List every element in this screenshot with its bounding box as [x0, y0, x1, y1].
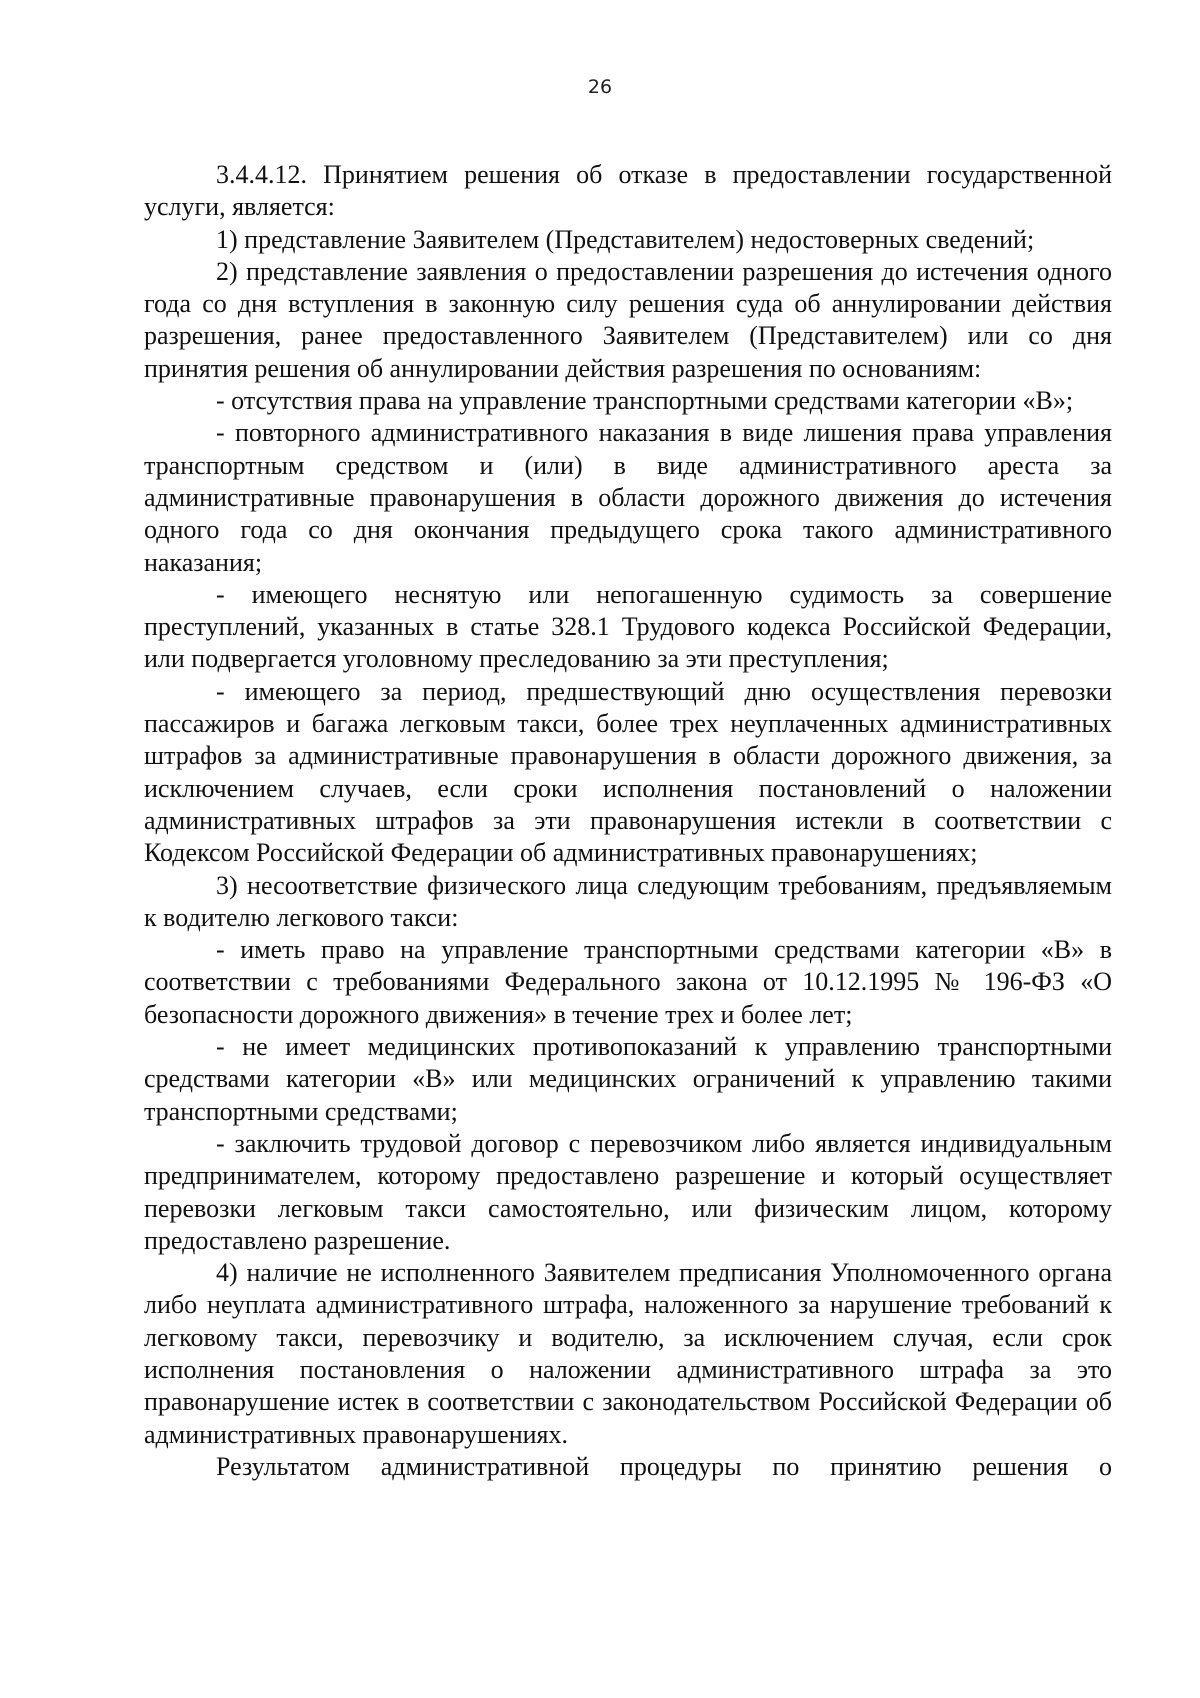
paragraph-clause-3-4-4-12: 3.4.4.12. Принятием решения об отказе в предоставлении государственной услуги, является:: [144, 160, 1112, 222]
paragraph-item-2-dash-1: - отсутствия права на управление транспортными средствами категории «В»;: [216, 386, 1074, 416]
document-body: [144, 159, 1112, 1483]
paragraph-item-3: 3) несоответствие физического лица следующим требованиям, предъявляемым к водителю легкового такси:: [144, 870, 1112, 932]
paragraph-item-4: 4) наличие не исполненного Заявителем предписания Уполномоченного органа либо неуплата административного штрафа, наложенного за нарушение требований к легковому такси, перевозчику и водителю, за исключением случая, если срок исполнения постановления о наложении административного штрафа за это правонарушение истек в соответствии с законодательством Российской Федерации об административных правонарушениях.: [144, 1258, 1112, 1449]
page-number: 26: [587, 76, 613, 98]
paragraph-item-3-dash-3: - заключить трудовой договор с перевозчиком либо является индивидуальным предпринимателем, которому предоставлено разрешение и который осуществляет перевозки легковым такси самостоятельно, или физическим лицом, которому предоставлено разрешение.: [144, 1128, 1112, 1255]
paragraph-item-1: 1) представление Заявителем (Представителем) недостоверных сведений;: [216, 224, 1035, 254]
paragraph-result: Результатом административной процедуры по принятию решения о: [216, 1451, 1112, 1481]
paragraph-item-2-dash-2: - повторного административного наказания в виде лишения права управления транспортным средством и (или) в виде административного ареста за административные правонарушения в области дорожного движения до истечения одного года со дня окончания предыдущего срока такого административного наказания;: [144, 418, 1112, 577]
paragraph-item-3-dash-2: - не имеет медицинских противопоказаний к управлению транспортными средствами категории «В» или медицинских ограничений к управлению такими транспортными средствами;: [144, 1032, 1112, 1126]
paragraph-item-2: 2) представление заявления о предоставлении разрешения до истечения одного года со дня вступления в законную силу решения суда об аннулировании действия разрешения, ранее предоставленного Заявителем (Представителем) или со дня принятия решения об аннулировании действия разрешения по основаниям:: [144, 256, 1112, 383]
paragraph-item-2-dash-3: - имеющего неснятую или непогашенную судимость за совершение преступлений, указанных в статье 328.1 Трудового кодекса Российской Федерации, или подвергается уголовному преследованию за эти преступления;: [144, 579, 1112, 674]
paragraph-item-2-dash-4: - имеющего за период, предшествующий дню осуществления перевозки пассажиров и багажа легковым такси, более трех неуплаченных административных штрафов за административные правонарушения в области дорожного движения, за исключением случаев, если сроки исполнения постановлений о наложении административных штрафов за эти правонарушения истекли в соответствии с Кодексом Российской Федерации об административных правонарушениях;: [144, 676, 1112, 868]
paragraph-item-3-dash-1: - иметь право на управление транспортными средствами категории «В» в соответствии с требованиями Федерального закона от 10.12.1995 № 196-ФЗ «О безопасности дорожного движения» в течение трех и более лет;: [144, 935, 1112, 1029]
